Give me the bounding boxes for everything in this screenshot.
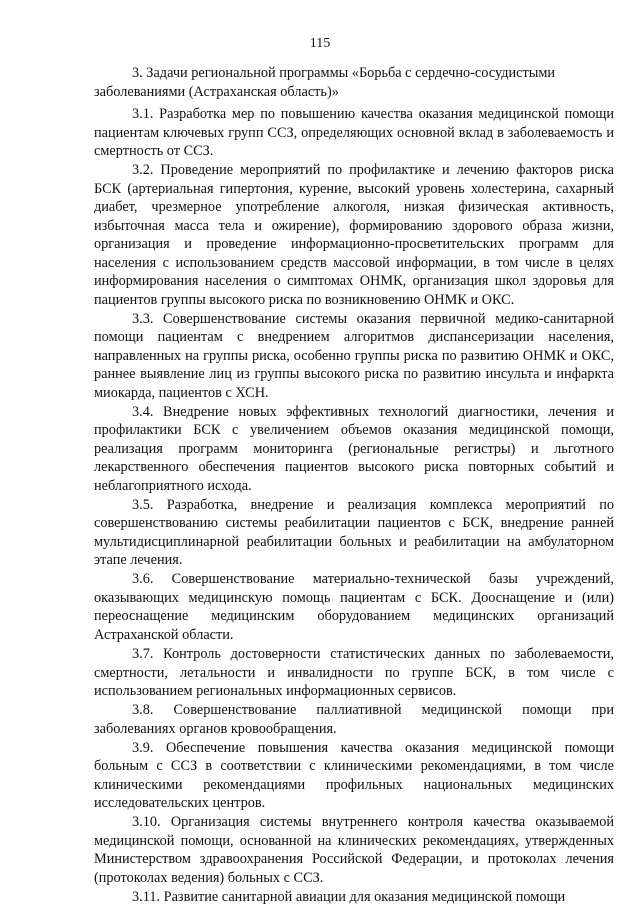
document-body [94, 64, 614, 907]
paragraph-3-1: 3.1. Разработка мер по повышению качества оказания медицинской помощи пациентам ключевых групп ССЗ, определяющих основной вклад в заболеваемость и смертность от ССЗ. [94, 106, 614, 159]
paragraph-3-10: 3.10. Организация системы внутреннего контроля качества оказываемой медицинской помощи, основанной на клинических рекомендациях, утвержденных Министерством здравоохранения Российской Федерации, и протоколах лечения (протоколах ведения) больных с ССЗ. [94, 814, 614, 886]
paragraph-3-6: 3.6. Совершенствование материально-технической базы учреждений, оказывающих медицинскую помощь пациентам с БСК. Дооснащение и (или) переоснащение медицинским оборудованием медицинских организаций Астраханской области. [94, 571, 614, 643]
paragraph-3-9: 3.9. Обеспечение повышения качества оказания медицинской помощи больным с ССЗ в соответствии с клиническими рекомендациями, в том числе клиническими рекомендациями профильных национальных медицинских исследовательских центров. [94, 739, 614, 812]
section-heading: 3. Задачи региональной программы «Борьба с сердечно-сосудистыми заболеваниями (Астраханская область)» [94, 65, 556, 100]
paragraph-3-4: 3.4. Внедрение новых эффективных технологий диагностики, лечения и профилактики БСК с увеличением объемов оказания медицинской помощи, реализация программ мониторинга (региональные регистры) и льготного лекарственного обеспечения пациентов высокого риска повторных событий и неблагоприятного исхода. [94, 403, 614, 494]
paragraph-3-7: 3.7. Контроль достоверности статистических данных по заболеваемости, смертности, летальности и инвалидности по группе БСК, в том числе с использованием региональных информационных сервисов. [94, 646, 614, 700]
paragraph-3-5: 3.5. Разработка, внедрение и реализация комплекса мероприятий по совершенствованию системы реабилитации пациентов с БСК, внедрение ранней мультидисциплинарной реабилитации больных и реабилитации на амбулаторном этапе лечения. [94, 496, 614, 569]
paragraph-3-11: 3.11. Развитие санитарной авиации для оказания медицинской помощи [132, 888, 566, 905]
paragraph-3-3: 3.3. Совершенствование системы оказания первичной медико-санитарной помощи пациентам с внедрением алгоритмов диспансеризации населения, направленных на группы риска, особенно группы риска по развитию ОНМК и ОКС, раннее выявление лиц из группы высокого риска по развитию инсульта и инфаркта миокарда, пациентов с ХСН. [94, 310, 614, 401]
page-number: 115 [309, 36, 331, 51]
paragraph-3-2: 3.2. Проведение мероприятий по профилактике и лечению факторов риска БСК (артериальная гипертония, курение, высокий уровень холестерина, сахарный диабет, чрезмерное употребление алкоголя, низкая физическая активность, избыточная масса тела и ожирение), формированию здорового образа жизни, организация и проведение информационно-просветительских программ для населения с использованием средств массовой информации, в том числе в целях информирования населения о симптомах ОНМК, организация школ здоровья для пациентов группы высокого риска по возникновению ОНМК и ОКС. [94, 162, 614, 308]
paragraph-3-8: 3.8. Совершенствование паллиативной медицинской помощи при заболеваниях органов кровообращения. [94, 702, 614, 737]
